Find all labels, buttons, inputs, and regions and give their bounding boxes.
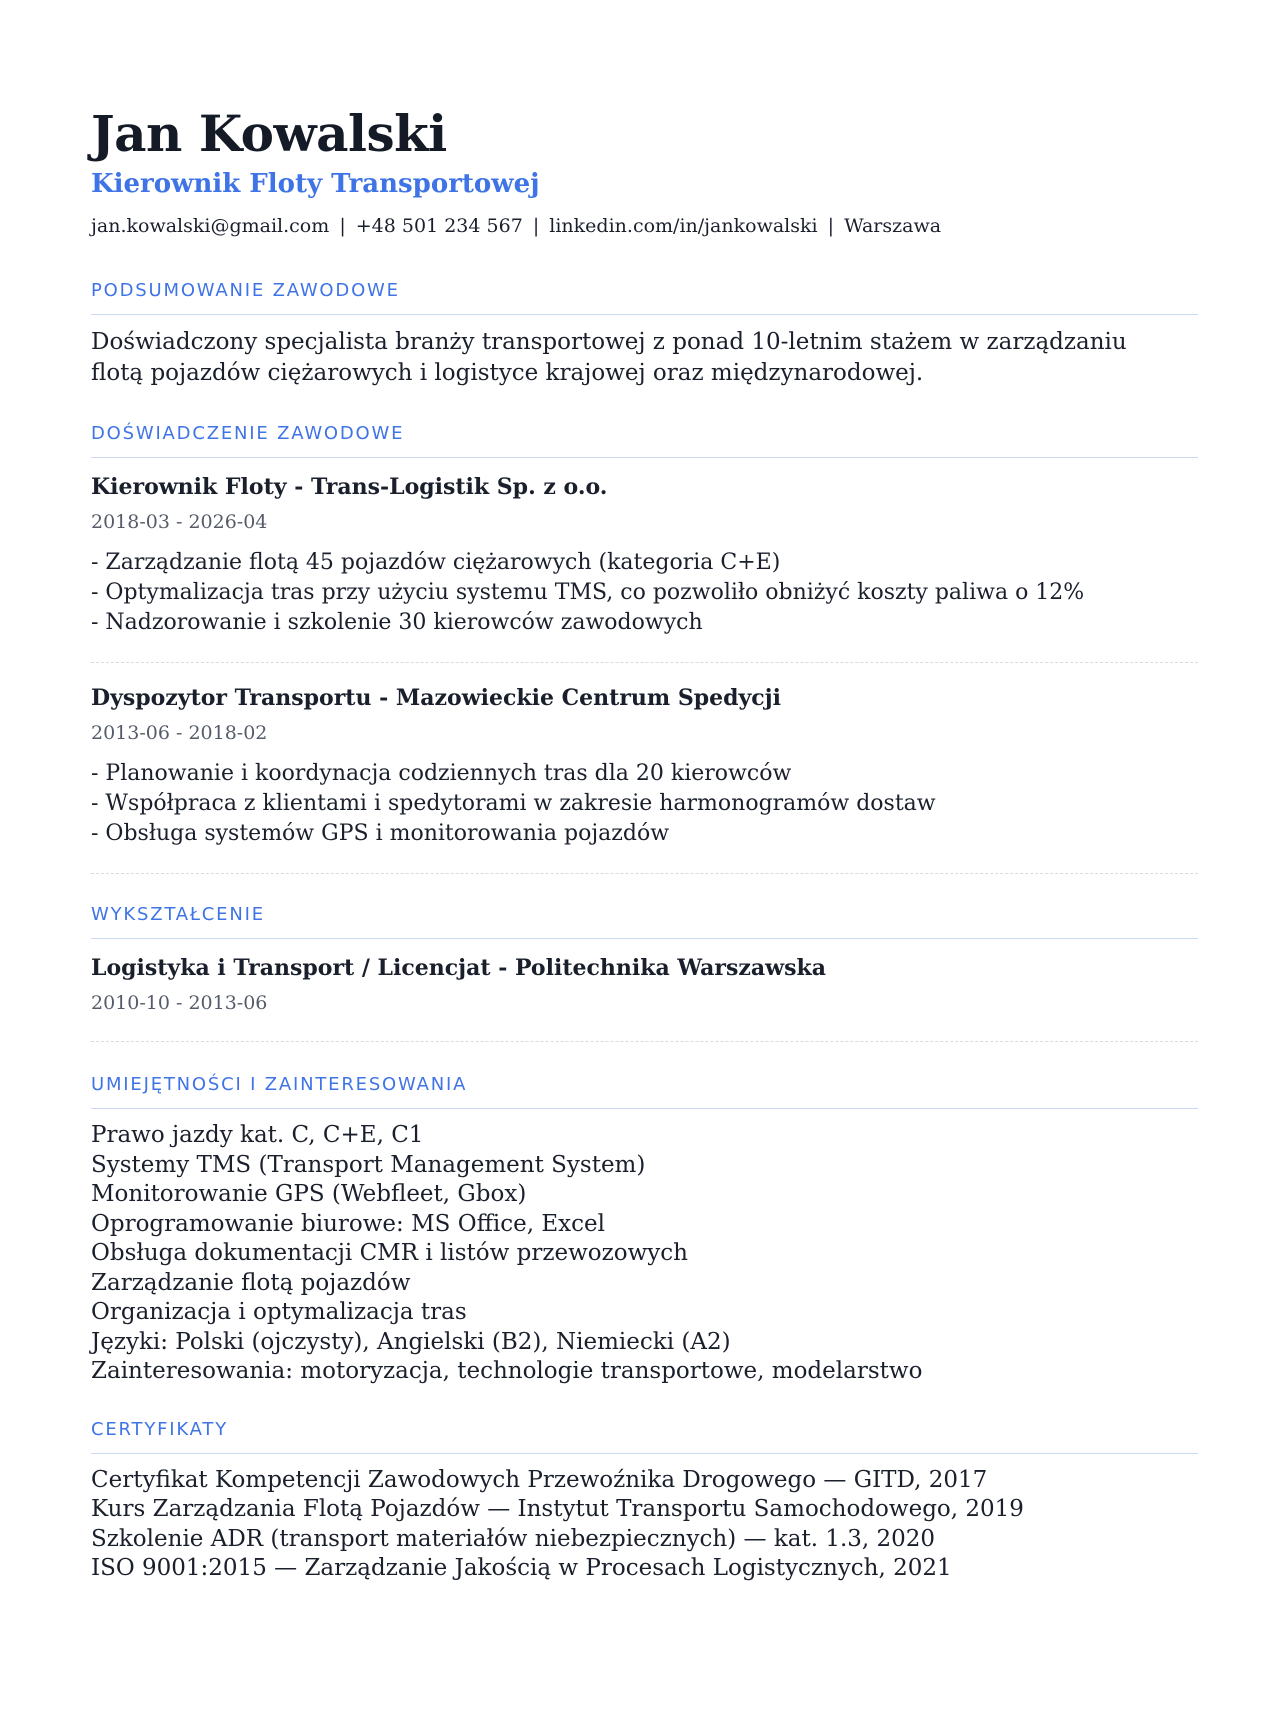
- section-title-summary: PODSUMOWANIE ZAWODOWE: [91, 278, 1198, 315]
- summary-section: [91, 278, 1198, 389]
- entry-divider: [91, 662, 1198, 663]
- education-entry: [91, 953, 1198, 1017]
- job-bullet: - Zarządzanie flotą 45 pojazdów ciężarowych (kategoria C+E): [91, 550, 781, 575]
- certificate-item: Certyfikat Kompetencji Zawodowych Przewoźnika Drogowego — GITD, 2017: [91, 1466, 988, 1493]
- contact-separator: |: [532, 215, 540, 237]
- skill-item: Zainteresowania: motoryzacja, technologie transportowe, modelarstwo: [91, 1358, 923, 1384]
- skill-item: Systemy TMS (Transport Management System): [91, 1151, 646, 1178]
- candidate-name: Jan Kowalski: [91, 104, 447, 163]
- skills-section: [91, 1072, 1198, 1387]
- skill-item: Monitorowanie GPS (Webfleet, Gbox): [91, 1181, 527, 1207]
- experience-section: [91, 421, 1198, 874]
- contact-phone: +48 501 234 567: [355, 215, 523, 237]
- entry-divider: [91, 1041, 1198, 1042]
- contact-email: jan.kowalski@gmail.com: [91, 215, 330, 237]
- job-entry: [91, 683, 1198, 849]
- skill-item: Języki: Polski (ojczysty), Angielski (B2), Niemiecki (A2): [91, 1328, 731, 1355]
- skill-item: Prawo jazdy kat. C, C+E, C1: [91, 1122, 424, 1148]
- certificate-item: Kurs Zarządzania Flotą Pojazdów — Instytut Transportu Samochodowego, 2019: [91, 1496, 1024, 1522]
- section-title-education: WYKSZTAŁCENIE: [91, 902, 1198, 939]
- job-entry: [91, 472, 1198, 638]
- education-title: Logistyka i Transport / Licencjat - Politechnika Warszawska: [91, 955, 826, 981]
- job-bullet: - Nadzorowanie i szkolenie 30 kierowców zawodowych: [91, 610, 703, 635]
- summary-text: [91, 327, 1198, 389]
- section-title-experience: DOŚWIADCZENIE ZAWODOWE: [91, 421, 1198, 458]
- job-bullet: - Planowanie i koordynacja codziennych tras dla 20 kierowców: [91, 761, 792, 786]
- skill-item: Organizacja i optymalizacja tras: [91, 1299, 467, 1325]
- job-title: Dyspozytor Transportu - Mazowieckie Centrum Spedycji: [91, 685, 781, 711]
- entry-divider: [91, 873, 1198, 874]
- summary-line: Doświadczony specjalista branży transportowej z ponad 10-letnim stażem w zarządzaniu: [91, 329, 1127, 355]
- skill-item: Zarządzanie flotą pojazdów: [91, 1269, 411, 1296]
- education-dates: 2010-10 - 2013-06: [91, 992, 268, 1014]
- certificate-item: Szkolenie ADR (transport materiałów niebezpiecznych) — kat. 1.3, 2020: [91, 1525, 936, 1552]
- contact-linkedin: linkedin.com/in/jankowalski: [549, 215, 818, 237]
- job-bullets: [91, 548, 1198, 638]
- contact-city: Warszawa: [844, 215, 942, 237]
- job-title: Kierownik Floty - Trans-Logistik Sp. z o.o.: [91, 474, 608, 500]
- job-dates: 2013-06 - 2018-02: [91, 722, 268, 744]
- job-bullet: - Współpraca z klientami i spedytorami w zakresie harmonogramów dostaw: [91, 791, 936, 816]
- certificates-section: [91, 1417, 1198, 1584]
- section-title-skills: UMIEJĘTNOŚCI I ZAINTERESOWANIA: [91, 1072, 1198, 1109]
- job-dates: 2018-03 - 2026-04: [91, 511, 268, 533]
- contact-separator: |: [827, 215, 835, 237]
- skills-list: [91, 1121, 1198, 1387]
- job-bullet: - Obsługa systemów GPS i monitorowania pojazdów: [91, 821, 670, 846]
- certificate-item: ISO 9001:2015 — Zarządzanie Jakością w Procesach Logistycznych, 2021: [91, 1555, 952, 1581]
- section-title-certificates: CERTYFIKATY: [91, 1417, 1198, 1454]
- candidate-role: Kierownik Floty Transportowej: [91, 169, 540, 199]
- contact-separator: |: [339, 215, 346, 237]
- skill-item: Oprogramowanie biurowe: MS Office, Excel: [91, 1210, 605, 1237]
- job-bullet: - Optymalizacja tras przy użyciu systemu TMS, co pozwoliło obniżyć koszty paliwa o 12%: [91, 580, 1085, 605]
- summary-line: flotą pojazdów ciężarowych i logistyce krajowej oraz międzynarodowej.: [91, 360, 924, 386]
- job-bullets: [91, 759, 1198, 849]
- education-section: [91, 902, 1198, 1042]
- contact-line: [91, 212, 1198, 240]
- skill-item: Obsługa dokumentacji CMR i listów przewozowych: [91, 1240, 688, 1266]
- certificates-list: [91, 1466, 1198, 1584]
